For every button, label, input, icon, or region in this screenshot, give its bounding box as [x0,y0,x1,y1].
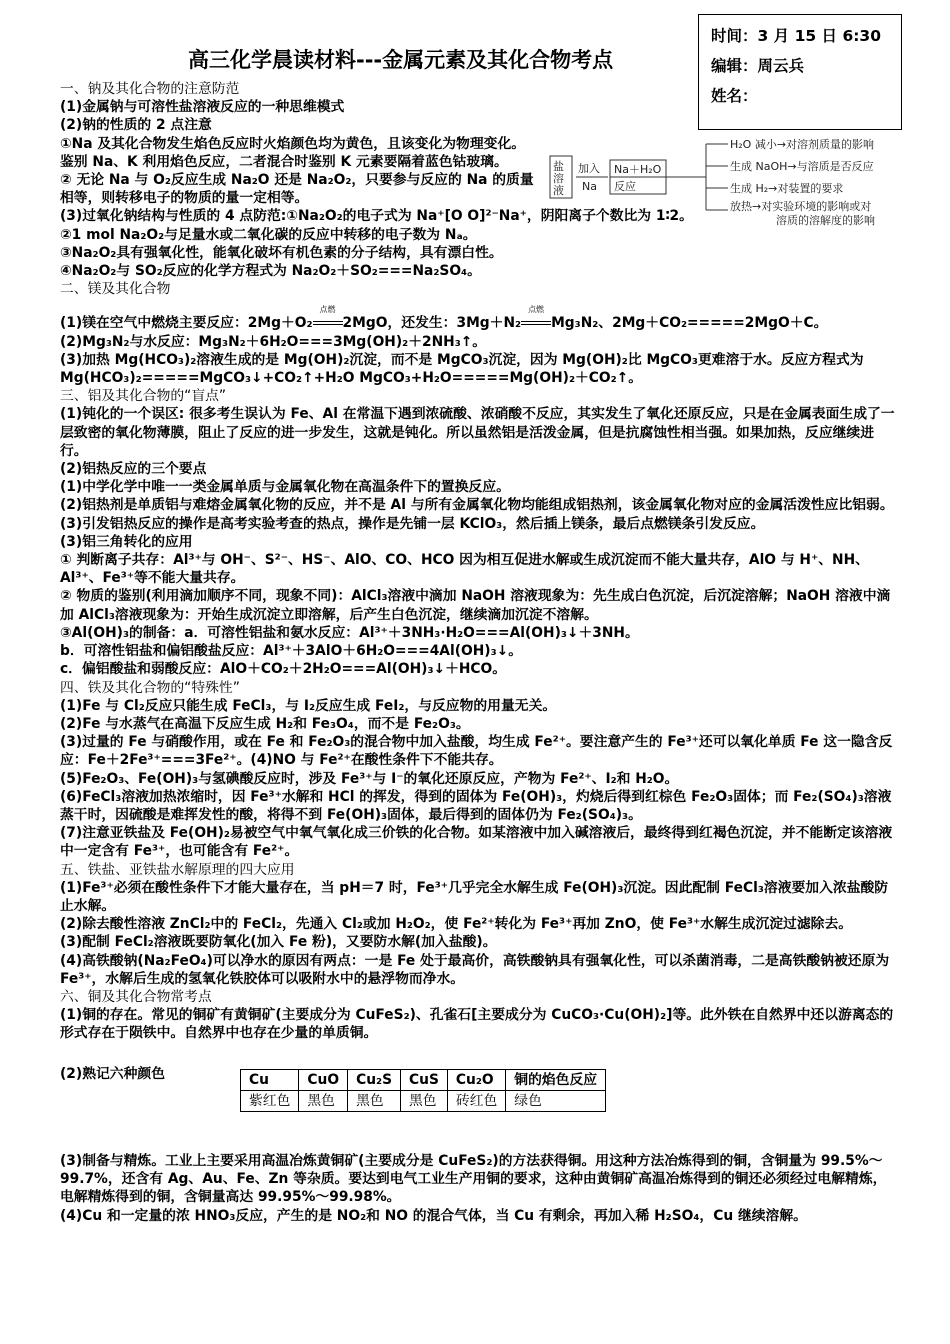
diagram-add-label: 加入 [578,162,600,175]
paragraph: (2)Mg₃N₂与水反应：Mg₃N₂＋6H₂O===3Mg(OH)₂＋2NH₃↑。 [60,333,487,350]
table-cell: 铜的焰色反应 [506,1069,606,1090]
paragraph: (5)Fe₂O₃、Fe(OH)₃与氢碘酸反应时，涉及 Fe³⁺与 I⁻的氧化还原反应，产物为 Fe²⁺、I₂和 H₂O。 [60,770,679,787]
page-title: 高三化学晨读材料---金属元素及其化合物考点 [188,48,614,72]
diagram-salt-label: 盐 [553,160,564,173]
paragraph: (6)FeCl₃溶液加热浓缩时，因 Fe³⁺水解和 HCl 的挥发，得到的固体为 Fe(OH)₃，灼烧后得到红棕色 Fe₂O₃固体；而 Fe₂(SO₄)₃溶液蒸干时，因硫酸是难挥发性的酸，将得不到 Fe(OH)₃固体，最后得到的固体仍为 Fe₂(SO₄)₃。 [60,788,892,823]
paragraph: ③Na₂O₂具有强氧化性，能氧化破坏有机色素的分子结构，具有漂白性。 [60,244,503,261]
table-cell: 黑色 [299,1090,348,1111]
paragraph: (4)高铁酸钠(Na₂FeO₄)可以净水的原因有两点：一是 Fe 处于最高价，高铁酸钠具有强氧化性，可以杀菌消毒，二是高铁酸钠被还原为 Fe³⁺，水解后生成的氢氧化铁胶体可以吸附水中的悬浮物而净水。 [60,952,890,987]
paragraph: (4)Cu 和一定量的浓 HNO₃反应，产生的是 NO₂和 NO 的混合气体，当 Cu 有剩余，再加入稀 H₂SO₄，Cu 继续溶解。 [60,1207,807,1224]
paragraph: c．偏铝酸盐和弱酸反应：AlO＋CO₂＋2H₂O===Al(OH)₃↓＋HCO。 [60,661,507,678]
paragraph: (1)Fe 与 Cl₂反应只能生成 FeCl₃，与 I₂反应生成 FeI₂，与反应物的用量无关。 [60,697,557,714]
diagram-item-4: 放热→对实验环境的影响或对 [730,200,872,213]
equation-part: Mg₃N₂、2Mg＋CO₂=====2MgO＋C。 [551,315,828,332]
paragraph: (1)中学化学中唯一一类金属单质与金属氧化物在高温条件下的置换反应。 [60,479,510,496]
condition-label: 点燃 [528,305,545,315]
table-cell: 绿色 [506,1090,606,1111]
condition-mark [313,305,343,332]
paragraph: (3)过量的 Fe 与硝酸作用，或在 Fe 和 Fe₂O₃的混合物中加入盐酸，均生成 Fe²⁺。要注意产生的 Fe³⁺还可以氧化单质 Fe 这一隐含反应：Fe＋2Fe³⁺===3Fe²⁺。(4)NO 与 Fe²⁺在酸性条件下不能共存。 [60,734,893,769]
equation-part: (1)镁在空气中燃烧主要反应：2Mg＋O₂ [60,315,313,332]
paragraph: (2)除去酸性溶液 ZnCl₂中的 FeCl₂，先通入 Cl₂或加 H₂O₂，使 Fe²⁺转化为 Fe³⁺再加 ZnO，使 Fe³⁺水解生成沉淀过滤除去。 [60,916,853,933]
equation-part: 2MgO，还发生：3Mg＋N₂ [342,315,522,332]
paragraph: (3)过氧化钠结构与性质的 4 点防范:①Na₂O₂的电子式为 Na⁺[O O]²⁻Na⁺，阴阳离子个数比为 1∶2。 [60,208,693,225]
paragraph: ② 物质的鉴别(利用滴加顺序不同，现象不同)：AlCl₃溶液中滴加 NaOH 溶液现象为：先生成白色沉淀，后沉淀溶解；NaOH 溶液中滴加 AlCl₃溶液现象为：开始生成沉淀立即溶解，后产生白色沉淀，继续滴加沉淀不溶解。 [60,588,891,623]
paragraph: (1)Fe³⁺必须在酸性条件下才能大量存在，当 pH＝7 时，Fe³⁺几乎完全水解生成 Fe(OH)₃沉淀。因此配制 FeCl₃溶液要加入浓盐酸防止水解。 [60,879,889,914]
diagram-item-2: 生成 NaOH→与溶质是否反应 [730,160,874,173]
paragraph: ①Na 及其化合物发生焰色反应时火焰颜色均为黄色，且该变化为物理变化。鉴别 Na、K 利用焰色反应，二者混合时鉴别 K 元素要隔着蓝色钴玻璃。 [60,135,526,170]
name-field-label: 姓名： [711,87,758,105]
paragraph: (1)铜的存在。常见的铜矿有黄铜矿(主要成分为 CuFeS₂)、孔雀石[主要成分为 CuCO₃·Cu(OH)₂]等。此外铁在自然界中还以游离态的形式存在于陨铁中。自然界中也存在少量的单质铜。 [60,1007,894,1042]
diagram-item-1: H₂O 减小→对溶剂质量的影响 [730,138,875,151]
paragraph: (2)钠的性质的 2 点注意 [60,117,212,134]
table-row [241,1090,606,1111]
main-content [60,80,896,1225]
table-cell: CuO [299,1069,348,1090]
diagram-box-top: Na＋H₂O [614,163,662,176]
paragraph: (2)铝热反应的三个要点 [60,461,207,478]
section-heading-6: 六、铜及其化合物常考点 [60,988,212,1005]
paragraph: ③Al(OH)₃的制备：a．可溶性铝盐和氨水反应：Al³⁺＋3NH₃·H₂O===Al(OH)₃↓＋3NH。 [60,624,639,641]
paragraph: b．可溶性铝盐和偏铝酸盐反应：Al³⁺＋3AlO＋6H₂O===4Al(OH)₃↓。 [60,643,522,660]
table-cell: Cu [241,1069,299,1090]
table-cell: Cu₂S [348,1069,401,1090]
section-heading-2: 二、镁及其化合物 [60,281,171,298]
table-cell: CuS [401,1069,448,1090]
paragraph: (3)制备与精炼。工业上主要采用高温冶炼黄铜矿(主要成分是 CuFeS₂)的方法获得铜。用这种方法冶炼得到的铜，含铜量为 99.5%～99.7%，还含有 Ag、Au、Fe、Zn 等杂质。要达到电气工业生产用铜的要求，这种由黄铜矿高温冶炼得到的铜还必须经过电解精炼，电解精炼得到的铜，含铜量高达 99.95%～99.98%。 [60,1152,887,1206]
paragraph: ② 无论 Na 与 O₂反应生成 Na₂O 还是 Na₂O₂，只要参与反应的 Na 的质量相等，则转移电子的物质的量一定相等。 [60,172,534,207]
diagram-box-bottom: 反应 [614,180,636,193]
table-header-row [241,1069,606,1090]
table-cell: 黑色 [348,1090,401,1111]
table-cell: 砖红色 [447,1090,505,1111]
paragraph: (1)金属钠与可溶性盐溶液反应的一种思维模式 [60,99,345,116]
paragraph: ②1 mol Na₂O₂与足量水或二氧化碳的反应中转移的电子数为 Nₐ。 [60,226,477,243]
editor-text: 编辑：周云兵 [711,57,805,75]
copper-color-table [240,1069,606,1112]
paragraph: (3)加热 Mg(HCO₃)₂溶液生成的是 Mg(OH)₂沉淀，而不是 MgCO₃沉淀，因为 Mg(OH)₂比 MgCO₃更难溶于水。反应方程式为 Mg(HCO₃)₂=====MgCO₃↓+CO₂↑+H₂O MgCO₃+H₂O=====Mg(OH)₂＋CO₂↑。 [60,351,864,387]
paragraph: (3)引发铝热反应的操作是高考实验考查的热点，操作是先铺一层 KClO₃，然后插上镁条，最后点燃镁条引发反应。 [60,515,765,532]
diagram-item-3: 生成 H₂→对装置的要求 [730,182,844,195]
paragraph: (2)铝热剂是单质铝与难熔金属氧化物的反应，并不是 Al 与所有金属氧化物均能组成铝热剂，该金属氧化物对应的金属活泼性应比铝弱。 [60,497,894,514]
paragraph: ④Na₂O₂与 SO₂反应的化学方程式为 Na₂O₂＋SO₂===Na₂SO₄。 [60,263,481,280]
paragraph: (3)配制 FeCl₂溶液既要防氧化(加入 Fe 粉)，又要防水解(加入盐酸)。 [60,934,497,951]
table-cell: 紫红色 [241,1090,299,1111]
paragraph-mg-combustion [60,305,896,332]
diagram-add-item: Na [582,180,597,193]
table-cell: 黑色 [401,1090,448,1111]
section-heading-5: 五、铁盐、亚铁盐水解原理的四大应用 [60,861,295,878]
condition-mark [521,305,551,332]
condition-label: 点燃 [319,305,336,315]
color-table-row [60,1065,896,1112]
paragraph: (2)熟记六种颜色 [60,1065,165,1082]
table-cell: Cu₂O [447,1069,505,1090]
svg-text:溶: 溶 [553,172,564,185]
section-heading-1: 一、钠及其化合物的注意防范 [60,81,240,97]
paragraph: ① 判断离子共存：Al³⁺与 OH⁻、S²⁻、HS⁻、AlO、CO、HCO 因为相互促进水解或生成沉淀而不能大量共存，AlO 与 H⁺、NH、Al³⁺、Fe³⁺等不能大量共存。 [60,552,869,587]
diagram-item-5: 溶质的溶解度的影响 [776,214,875,227]
svg-text:液: 液 [553,184,564,197]
section-heading-4: 四、铁及其化合物的“特殊性” [60,679,240,696]
paragraph: (7)注意亚铁盐及 Fe(OH)₂易被空气中氧气氧化成三价铁的化合物。如某溶液中加入碱溶液后，最终得到红褐色沉淀，并不能断定该溶液中一定含有 Fe³⁺，也可能含有 Fe²⁺。 [60,825,893,860]
paragraph: (2)Fe 与水蒸气在高温下反应生成 H₂和 Fe₃O₄，而不是 Fe₂O₃。 [60,715,470,732]
time-text: 时间：3 月 15 日 6:30 [711,27,881,45]
section-heading-3: 三、铝及其化合物的“盲点” [60,388,227,405]
paragraph: (1)钝化的一个误区: 很多考生误认为 Fe、Al 在常温下遇到浓硫酸、浓硝酸不反应，其实发生了氧化还原反应，只是在金属表面生成了一层致密的氧化物薄膜，阻止了反应的进一步发生，这就是钝化。所以虽然铝是活泼金属，但是抗腐蚀性相当强。如果加热，反应继续进行。 [60,406,895,459]
paragraph: (3)铝三角转化的应用 [60,533,193,550]
